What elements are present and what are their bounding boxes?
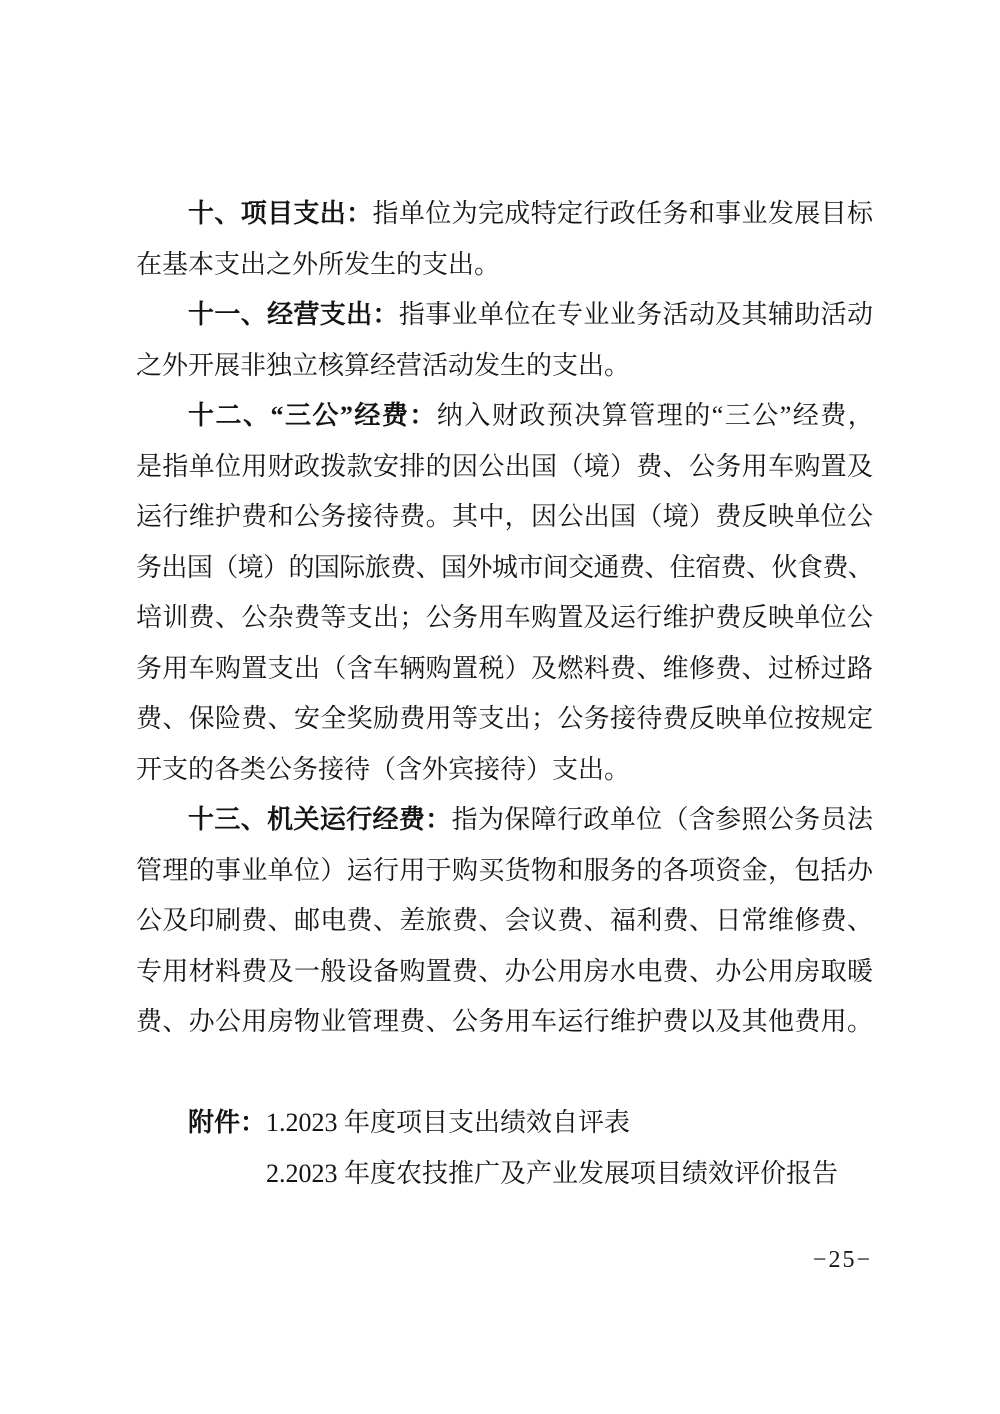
- para-12-three-public-funds-line-5: [136, 593, 873, 644]
- line-text: 费、保险费、安全奖励费用等支出；公务接待费反映单位按规定: [136, 704, 873, 733]
- line-text: 指单位为完成特定行政任务和事业发展目标: [372, 199, 873, 228]
- para-12-three-public-funds-line-3: [136, 492, 873, 543]
- para-10-project-expenditure-line-1: [136, 189, 873, 240]
- line-text: 指为保障行政单位（含参照公务员法: [451, 805, 873, 834]
- para-13-agency-operating-funds-line-5: [136, 997, 873, 1048]
- attachments-label: 附件：: [188, 1108, 267, 1137]
- attachment-item-2: 2.2023 年度农技推广及产业发展项目绩效评价报告: [266, 1158, 839, 1188]
- line-text: 开支的各类公务接待（含外宾接待）支出。: [136, 754, 631, 784]
- line-text: 之外开展非独立核算经营活动发生的支出。: [136, 350, 631, 380]
- section-label: 十一、经营支出：: [188, 300, 399, 329]
- para-11-operating-expenditure-line-2: [136, 341, 873, 392]
- line-text: 费、办公用房物业管理费、公务用车运行维护费以及其他费用。: [136, 1007, 873, 1036]
- line-text: 是指单位用财政拨款安排的因公出国（境）费、公务用车购置及: [136, 451, 873, 481]
- attachment-item-1: 1.2023 年度项目支出绩效自评表: [266, 1108, 631, 1137]
- para-13-agency-operating-funds-line-2: [136, 846, 873, 897]
- attachment-line-2: [136, 1149, 873, 1200]
- line-text: 在基本支出之外所发生的支出。: [136, 249, 501, 279]
- section-label: 十二、“三公”经费：: [188, 401, 437, 430]
- line-text: 运行维护费和公务接待费。其中，因公出国（境）费反映单位公: [136, 502, 873, 531]
- para-12-three-public-funds-line-8: [136, 745, 873, 796]
- document-body: [136, 189, 873, 1199]
- blank-line: [136, 1048, 873, 1099]
- para-10-project-expenditure-line-2: [136, 240, 873, 291]
- line-text: 纳入财政预决算管理的“三公”经费，: [436, 401, 873, 430]
- line-text: 务用车购置支出（含车辆购置税）及燃料费、维修费、过桥过路: [136, 653, 873, 683]
- para-11-operating-expenditure-line-1: [136, 290, 873, 341]
- para-13-agency-operating-funds-line-1: [136, 795, 873, 846]
- line-text: 管理的事业单位）运行用于购买货物和服务的各项资金，包括办: [136, 855, 873, 885]
- para-13-agency-operating-funds-line-3: [136, 896, 873, 947]
- page-number: −25−: [812, 1247, 872, 1273]
- line-text: 专用材料费及一般设备购置费、办公用房水电费、办公用房取暖: [136, 956, 873, 986]
- para-12-three-public-funds-line-6: [136, 644, 873, 695]
- section-label: 十三、机关运行经费：: [188, 805, 452, 834]
- line-text: 公及印刷费、邮电费、差旅费、会议费、福利费、日常维修费、: [136, 906, 873, 935]
- para-12-three-public-funds-line-1: [136, 391, 873, 442]
- attachment-line-1: [136, 1098, 873, 1149]
- para-12-three-public-funds-line-7: [136, 694, 873, 745]
- line-text: 务出国（境）的国际旅费、国外城市间交通费、住宿费、伙食费、: [136, 552, 873, 582]
- para-12-three-public-funds-line-2: [136, 442, 873, 493]
- section-label: 十、项目支出：: [188, 199, 373, 228]
- line-text: 指事业单位在专业业务活动及其辅助活动: [398, 300, 873, 329]
- line-text: 培训费、公杂费等支出；公务用车购置及运行维护费反映单位公: [136, 603, 873, 632]
- para-12-three-public-funds-line-4: [136, 543, 873, 594]
- para-13-agency-operating-funds-line-4: [136, 947, 873, 998]
